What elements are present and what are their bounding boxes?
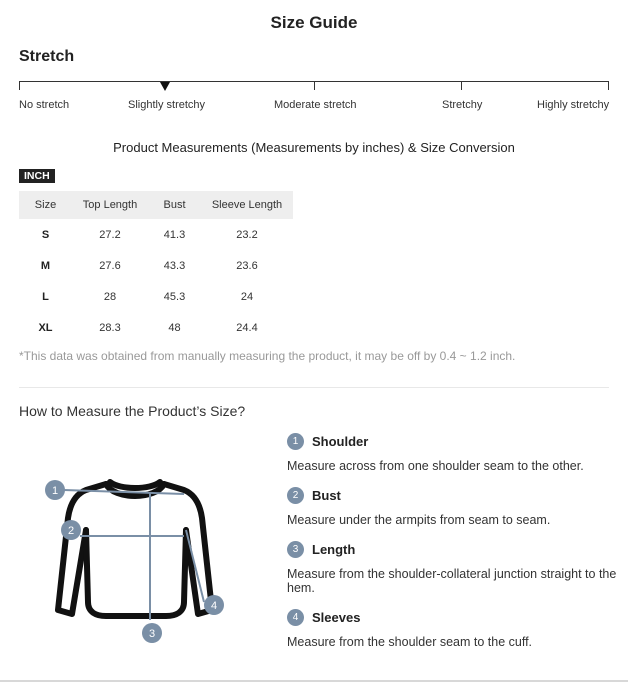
table-cell: 23.6 <box>236 259 258 272</box>
size-table <box>19 191 293 343</box>
column-header: Size <box>19 191 72 219</box>
stretch-level-label: Moderate stretch <box>274 99 357 111</box>
measurements-title: Product Measurements (Measurements by inches) & Size Conversion <box>113 140 515 155</box>
stretch-level-label: Stretchy <box>442 99 483 111</box>
step-name: Length <box>312 542 356 557</box>
unit-badge: INCH <box>19 169 55 183</box>
stretch-tick <box>608 81 609 90</box>
page-title: Size Guide <box>270 13 358 32</box>
step-shoulder <box>287 432 617 473</box>
step-length <box>287 540 617 595</box>
step-marker-1 <box>45 480 65 500</box>
stretch-tick <box>19 81 20 90</box>
table-cell: 27.6 <box>99 259 121 272</box>
size-cell: M <box>40 259 51 272</box>
column-header: Top Length <box>72 191 148 219</box>
stretch-heading: Stretch <box>19 48 75 65</box>
step-sleeves <box>287 608 617 649</box>
table-cell: 28.3 <box>99 321 121 334</box>
table-row <box>19 219 293 250</box>
stretch-tick <box>461 81 462 90</box>
table-row <box>19 312 293 343</box>
measurement-steps <box>287 432 617 662</box>
step-number-badge: 2 <box>287 487 304 504</box>
step-marker-2 <box>61 520 81 540</box>
step-number-badge: 4 <box>287 609 304 626</box>
svg-text:4: 4 <box>210 600 218 612</box>
column-header: Bust <box>148 191 201 219</box>
svg-text:3: 3 <box>148 628 156 640</box>
size-cell: XL <box>38 321 53 334</box>
table-cell: 23.2 <box>236 228 258 241</box>
table-cell: 41.3 <box>163 228 186 241</box>
measurement-disclaimer: *This data was obtained from manually measuring the product, it may be off by 0.4 ~ 1.2 inch. <box>19 349 516 363</box>
table-row <box>19 281 293 312</box>
table-cell: 43.3 <box>163 259 186 272</box>
table-cell: 27.2 <box>99 228 121 241</box>
table-cell: 24.4 <box>236 321 258 334</box>
section-divider <box>19 387 609 388</box>
svg-text:2: 2 <box>67 525 75 537</box>
size-cell: L <box>42 290 49 303</box>
stretch-indicator-icon <box>160 82 170 91</box>
stretch-level-label: Slightly stretchy <box>128 99 206 111</box>
step-name: Sleeves <box>312 610 361 625</box>
stretch-level-label: Highly stretchy <box>537 99 610 111</box>
step-marker-3 <box>142 623 162 643</box>
table-header-row <box>19 191 293 219</box>
step-bust <box>287 486 617 527</box>
stretch-level-label: No stretch <box>19 99 70 111</box>
step-marker-4 <box>204 595 224 615</box>
table-cell: 45.3 <box>163 290 186 303</box>
sweater-diagram-icon <box>36 470 236 650</box>
step-name: Shoulder <box>312 434 369 449</box>
table-cell: 24 <box>240 290 254 303</box>
step-description: Measure from the shoulder-collateral junction straight to the hem. <box>287 567 617 595</box>
table-cell: 28 <box>103 290 117 303</box>
table-row <box>19 250 293 281</box>
stretch-tick <box>314 81 315 90</box>
column-header: Sleeve Length <box>201 191 293 219</box>
svg-text:1: 1 <box>51 485 59 497</box>
step-number-badge: 1 <box>287 433 304 450</box>
step-number-badge: 3 <box>287 541 304 558</box>
step-name: Bust <box>312 488 341 503</box>
table-cell: 48 <box>168 321 181 334</box>
step-description: Measure from the shoulder seam to the cuff. <box>287 635 533 649</box>
how-to-measure-heading: How to Measure the Product’s Size? <box>19 403 246 419</box>
step-description: Measure under the armpits from seam to seam. <box>287 513 551 527</box>
size-cell: S <box>41 228 50 241</box>
step-description: Measure across from one shoulder seam to the other. <box>287 459 584 473</box>
